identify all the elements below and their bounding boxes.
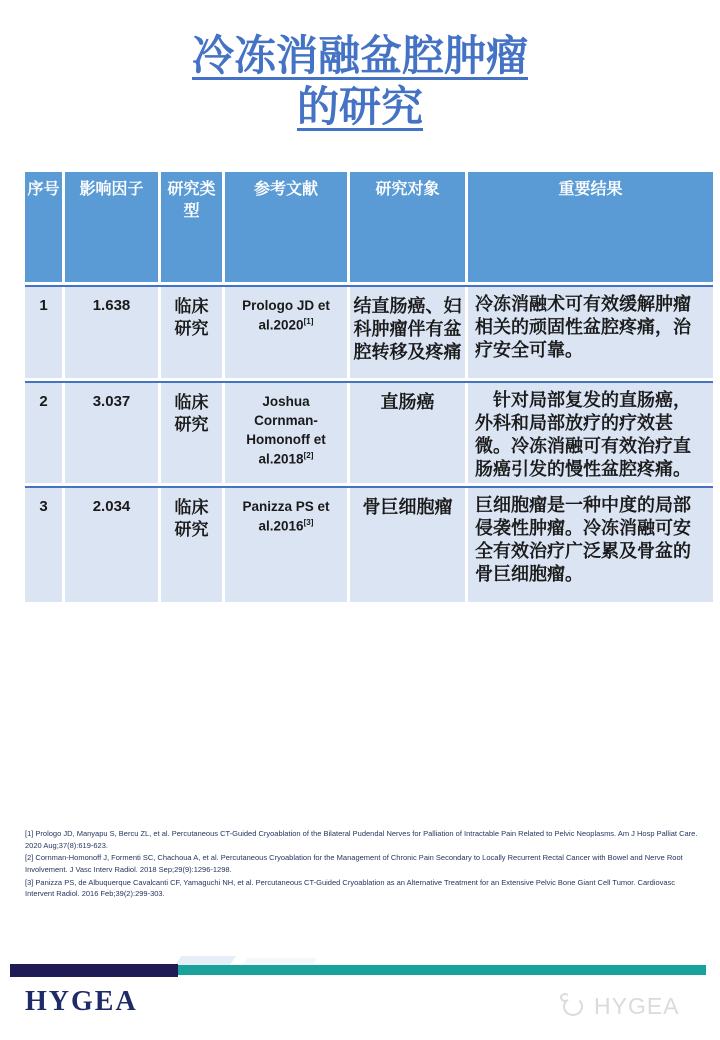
footnote-1: [1] Prologo JD, Manyapu S, Bercu ZL, et al. Percutaneous CT-Guided Cryoablation of the Bilateral Pudendal Nerves for Palliation of Intractable Pain Related to Pelvic Neoplasms. Am J Hosp Palliat Care. 2020 Aug;37(8):619-623. [25,829,698,850]
header-key-result: 重要结果 [468,172,713,282]
cell-reference [225,287,347,378]
cell-subject: 直肠癌 [350,383,465,483]
cell-impact-factor: 2.034 [65,488,158,602]
header-reference: 参考文献 [225,172,347,282]
footer-teal-bar [178,965,706,975]
decorative-shape [243,958,318,965]
footnote-2: [2] Cornman-Homonoff J, Formenti SC, Chachoua A, et al. Percutaneous Cryoablation for the Management of Chronic Pain Secondary to Locally Recurrent Rectal Cancer with Bowel and Nerve Root Involvement. J Vasc Interv Radiol. 2018 Sep;29(9):1296-1298. [25,853,683,874]
title-line2: 的研究 [296,82,423,132]
cell-no: 3 [25,488,62,602]
cell-impact-factor: 3.037 [65,383,158,483]
cell-study-type: 临床研究 [161,488,222,602]
reference-citation-sup: [1] [303,316,314,326]
watermark-label: HYGEA [594,992,680,1019]
cell-key-result: 冷冻消融术可有效缓解肿瘤相关的顽固性盆腔疼痛，治疗安全可靠。 [468,287,713,378]
page-title [0,30,720,132]
decorative-shape [175,956,236,965]
reference-text: Joshua Cornman-Homonoff et al.2018 [246,394,326,467]
cell-study-type: 临床研究 [161,287,222,378]
table-header-row [25,172,713,282]
header-subject: 研究对象 [350,172,465,282]
header-no: 序号 [25,172,62,282]
footnote-3: [3] Panizza PS, de Albuquerque Cavalcanti CF, Yamaguchi NH, et al. Percutaneous CT-Guided Cryoablation as an Alternative Treatment for an Extensive Pelvic Bone Giant Cell Tumor. Cardiovasc Intervent Radiol. 2016 Feb;39(2):299-303. [25,877,676,899]
reference-citation-sup: [2] [303,450,314,460]
table-row [25,287,713,378]
cell-key-result: 巨细胞瘤是一种中度的局部侵袭性肿瘤。冷冻消融可安全有效治疗广泛累及骨盆的骨巨细胞瘤。 [468,488,713,602]
hygea-watermark-icon [560,993,586,1019]
title-line1: 冷冻消融盆腔肿瘤 [191,31,528,80]
table-row [25,488,713,602]
footnote-references [25,828,699,901]
cell-no: 1 [25,287,62,378]
cell-no: 2 [25,383,62,483]
footer-navy-bar [10,964,178,977]
studies-table [25,172,713,602]
cell-subject: 骨巨细胞瘤 [350,488,465,602]
hygea-watermark [560,988,710,1024]
reference-citation-sup: [3] [303,517,314,527]
reference-text: Prologo JD et al.2020 [242,298,330,333]
cell-study-type: 临床研究 [161,383,222,483]
reference-text: Panizza PS et al.2016 [242,499,330,534]
cell-reference [225,488,347,602]
table-row [25,383,713,483]
cell-key-result: 针对局部复发的直肠癌，外科和局部放疗的疗效甚微。冷冻消融可有效治疗直肠癌引发的慢性盆腔疼痛。 [468,383,713,483]
header-impact-factor: 影响因子 [65,172,158,282]
cell-reference [225,383,347,483]
hygea-logo: HYGEA [25,986,138,1017]
cell-impact-factor: 1.638 [65,287,158,378]
cell-subject: 结直肠癌、妇科肿瘤伴有盆腔转移及疼痛 [350,287,465,378]
header-study-type: 研究类型 [161,172,222,282]
